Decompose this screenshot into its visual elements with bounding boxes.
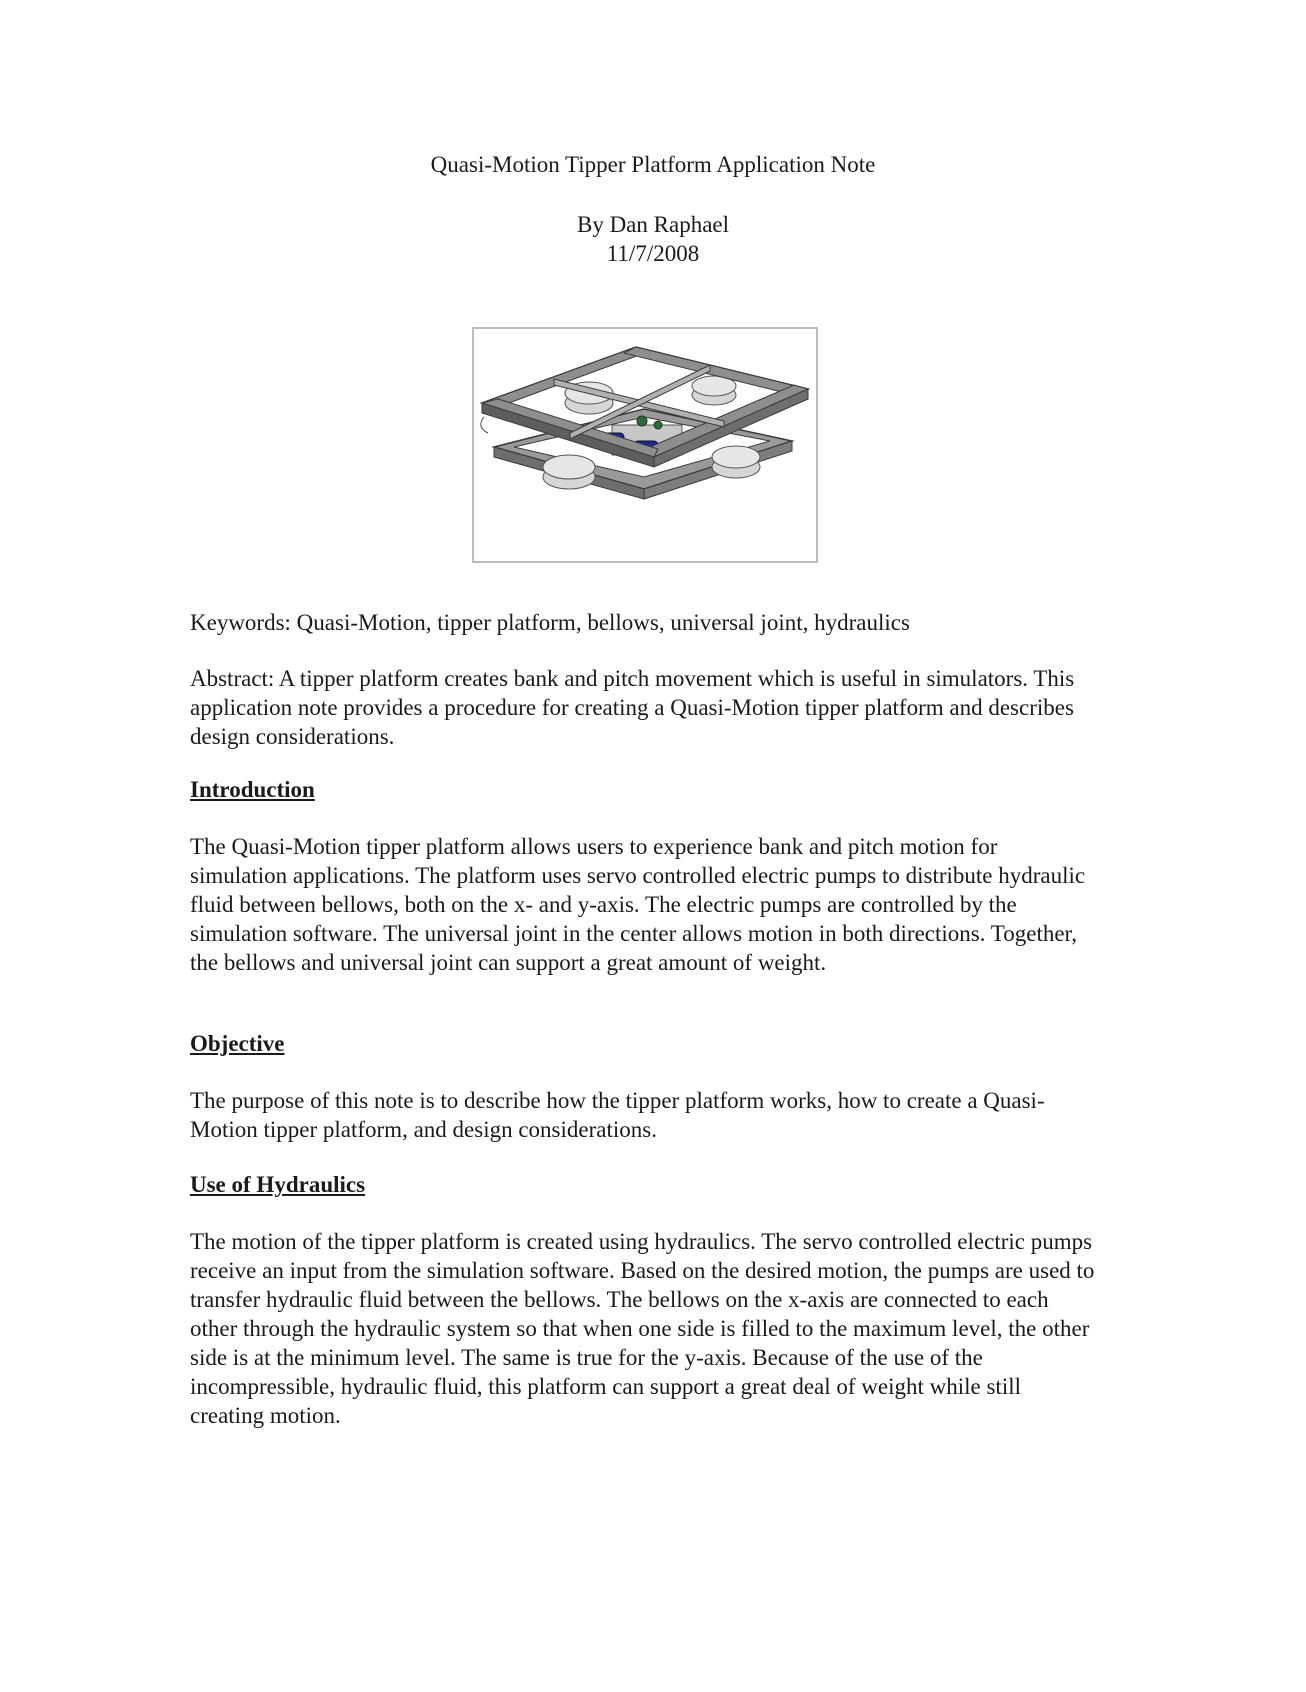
keywords-line: Keywords: Quasi-Motion, tipper platform, bellows, universal joint, hydraulics: [190, 610, 910, 635]
introduction-text: The Quasi-Motion tipper platform allows users to experience bank and pitch motion for simulation applications. The platform uses servo controlled electric pumps to distribute hydraulic fluid between bellows, both on the x- and y-axis. The electric pumps are controlled by the simulation software. The universal joint in the center allows motion in both directions. Together, the bellows and universal joint can support a great amount of weight.: [190, 834, 1086, 975]
author-line: By Dan Raphael: [576, 212, 729, 237]
date-line: 11/7/2008: [606, 241, 700, 266]
hydraulics-paragraph: [190, 1227, 1100, 1430]
objective-text: The purpose of this note is to describe how the tipper platform works, how to create a Quasi-Motion tipper platform, and design considerations.: [190, 1088, 1045, 1142]
hydraulics-text: The motion of the tipper platform is created using hydraulics. The servo controlled electric pumps receive an input from the simulation software. Based on the desired motion, the pumps are used to transfer hydraulic fluid between the bellows. The bellows on the x-axis are connected to each other through the hydraulic system so that when one side is filled to the maximum level, the other side is at the minimum level. The same is true for the y-axis. Because of the use of the incompressible, hydraulic fluid, this platform can support a great deal of weight while still creating motion.: [190, 1229, 1095, 1428]
introduction-heading: Introduction: [190, 777, 315, 802]
abstract-paragraph: [190, 664, 1100, 751]
objective-paragraph: [190, 1086, 1100, 1144]
hydraulics-heading: Use of Hydraulics: [190, 1172, 366, 1197]
abstract-text: Abstract: A tipper platform creates bank and pitch movement which is useful in simulators. This application note provides a procedure for creating a Quasi-Motion tipper platform and describes design considerations.: [190, 666, 1075, 749]
tipper-platform-illustration-icon: [474, 329, 816, 561]
document-title: Quasi-Motion Tipper Platform Application Note: [430, 152, 876, 177]
platform-figure: [472, 327, 818, 563]
introduction-paragraph: [190, 832, 1100, 977]
objective-heading: Objective: [190, 1031, 285, 1056]
